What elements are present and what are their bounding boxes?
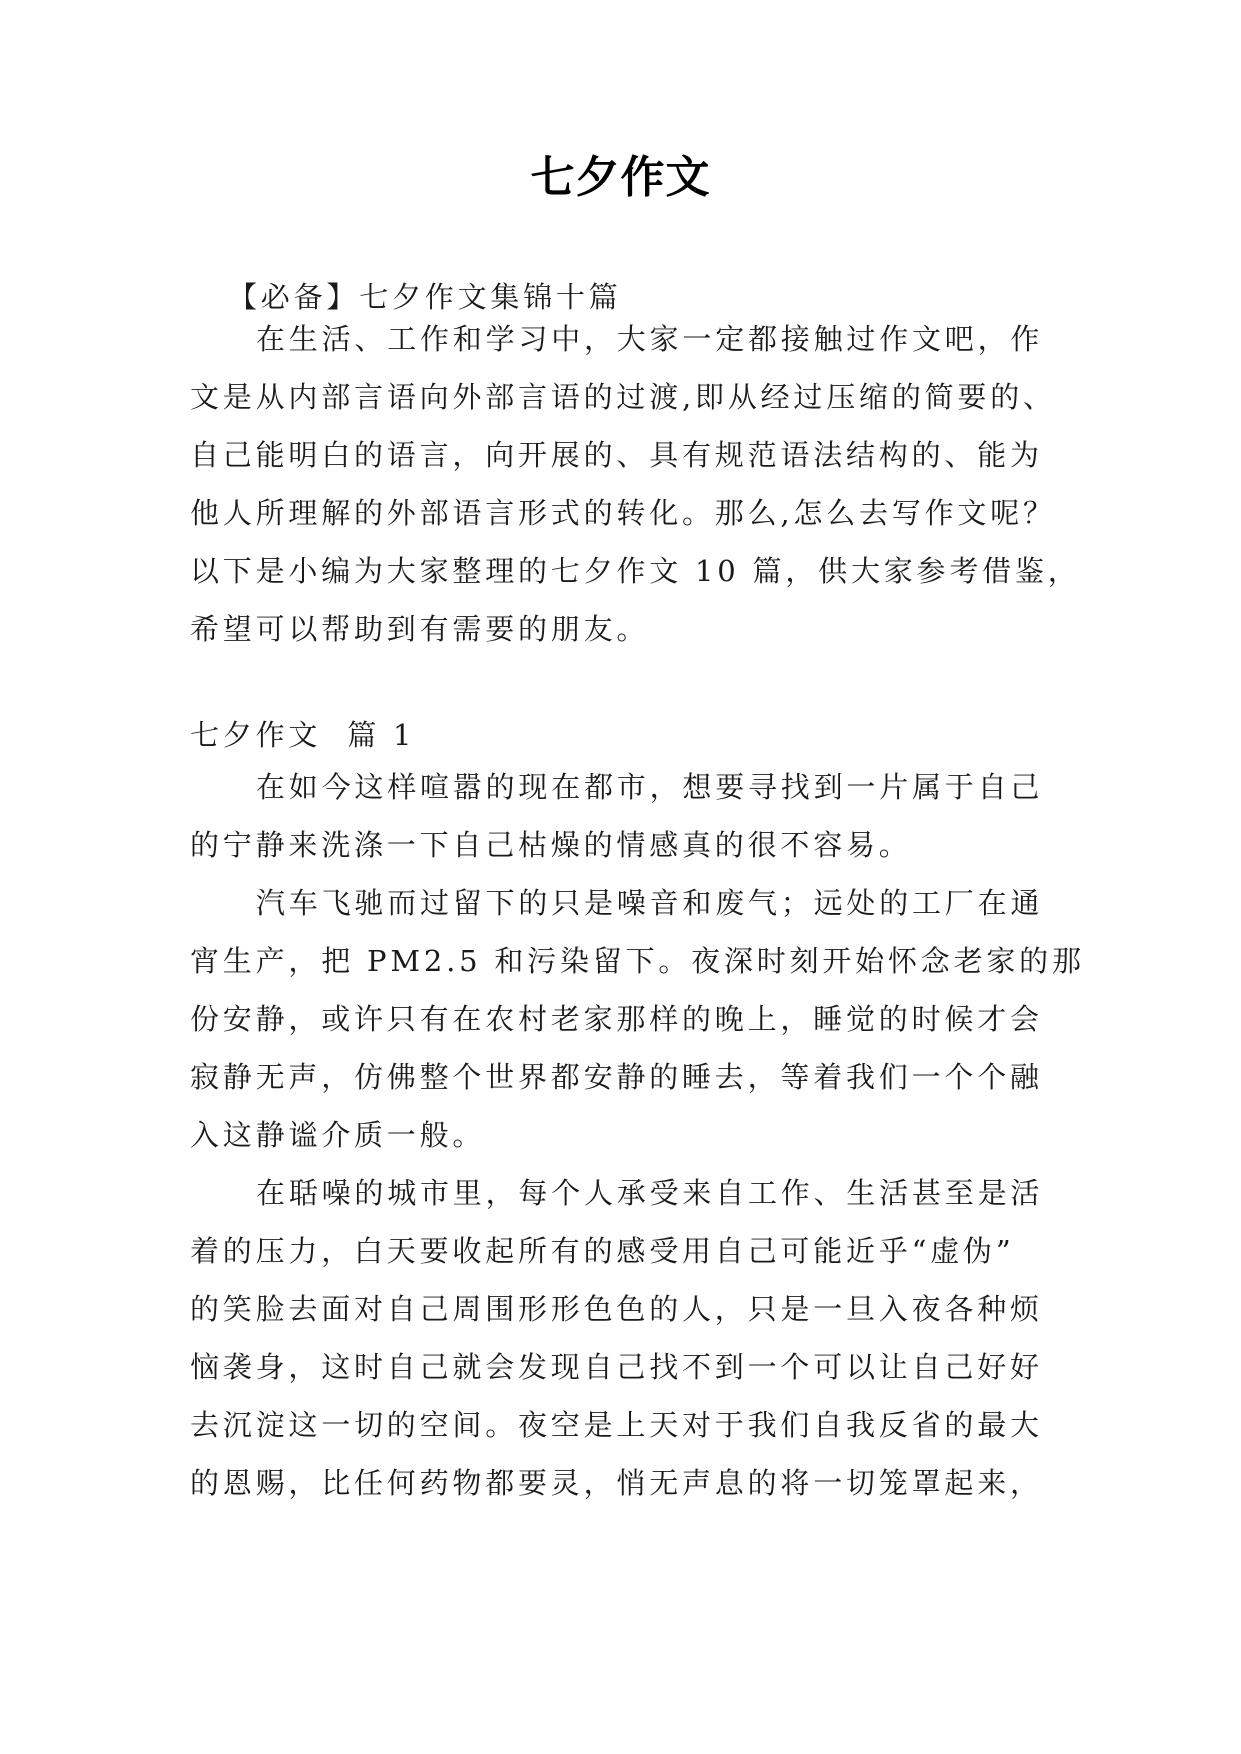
subtitle-line: 【必备】七夕作文集锦十篇 [228, 280, 622, 314]
intro-line: 自己能明白的语言，向开展的、具有规范语法结构的、能为 [190, 438, 1043, 472]
intro-line: 在生活、工作和学习中，大家一定都接触过作文吧，作 [256, 322, 1044, 356]
paragraph-line: 去沉淀这一切的空间。夜空是上天对于我们自我反省的最大 [190, 1408, 1043, 1442]
paragraph-line: 寂静无声，仿佛整个世界都安静的睡去，等着我们一个个融 [190, 1060, 1043, 1094]
paragraph-line: 份安静，或许只有在农村老家那样的晚上，睡觉的时候才会 [190, 1002, 1043, 1036]
paragraph-line: 的恩赐，比任何药物都要灵，悄无声息的将一切笼罩起来， [190, 1466, 1043, 1500]
section-heading [190, 706, 1060, 764]
paragraph-line: 的笑脸去面对自己周围形形色色的人，只是一旦入夜各种烦 [190, 1292, 1043, 1326]
intro-line: 希望可以帮助到有需要的朋友。 [190, 612, 650, 646]
intro-paragraph [190, 310, 1081, 658]
essay-paragraph-1 [190, 758, 1060, 874]
section-heading-text: 七夕作文 篇 1 [190, 718, 416, 752]
document-title: 七夕作文 [530, 152, 711, 203]
essay-paragraph-2 [190, 874, 1085, 1164]
paragraph-line: 恼袭身，这时自己就会发现自己找不到一个可以让自己好好 [190, 1350, 1043, 1384]
intro-line: 他人所理解的外部语言形式的转化。那么,怎么去写作文呢？ [190, 496, 1056, 530]
intro-line: 文是从内部言语向外部言语的过渡,即从经过压缩的简要的、 [190, 380, 1056, 414]
paragraph-line: 汽车飞驰而过留下的只是噪音和废气；远处的工厂在通 [256, 886, 1044, 920]
paragraph-line: 宵生产，把 PM2.5 和污染留下。夜深时刻开始怀念老家的那 [190, 944, 1085, 978]
intro-line: 以下是小编为大家整理的七夕作文 10 篇，供大家参考借鉴， [190, 554, 1081, 588]
paragraph-line: 在聒噪的城市里，每个人承受来自工作、生活甚至是活 [256, 1176, 1044, 1210]
essay-paragraph-3 [190, 1164, 1060, 1512]
paragraph-line: 着的压力，白天要收起所有的感受用自己可能近乎“虚伪” [190, 1234, 1015, 1268]
paragraph-line: 在如今这样喧嚣的现在都市，想要寻找到一片属于自己 [256, 770, 1044, 804]
paragraph-line: 的宁静来洗涤一下自己枯燥的情感真的很不容易。 [190, 828, 912, 862]
paragraph-line: 入这静谧介质一般。 [190, 1118, 486, 1152]
